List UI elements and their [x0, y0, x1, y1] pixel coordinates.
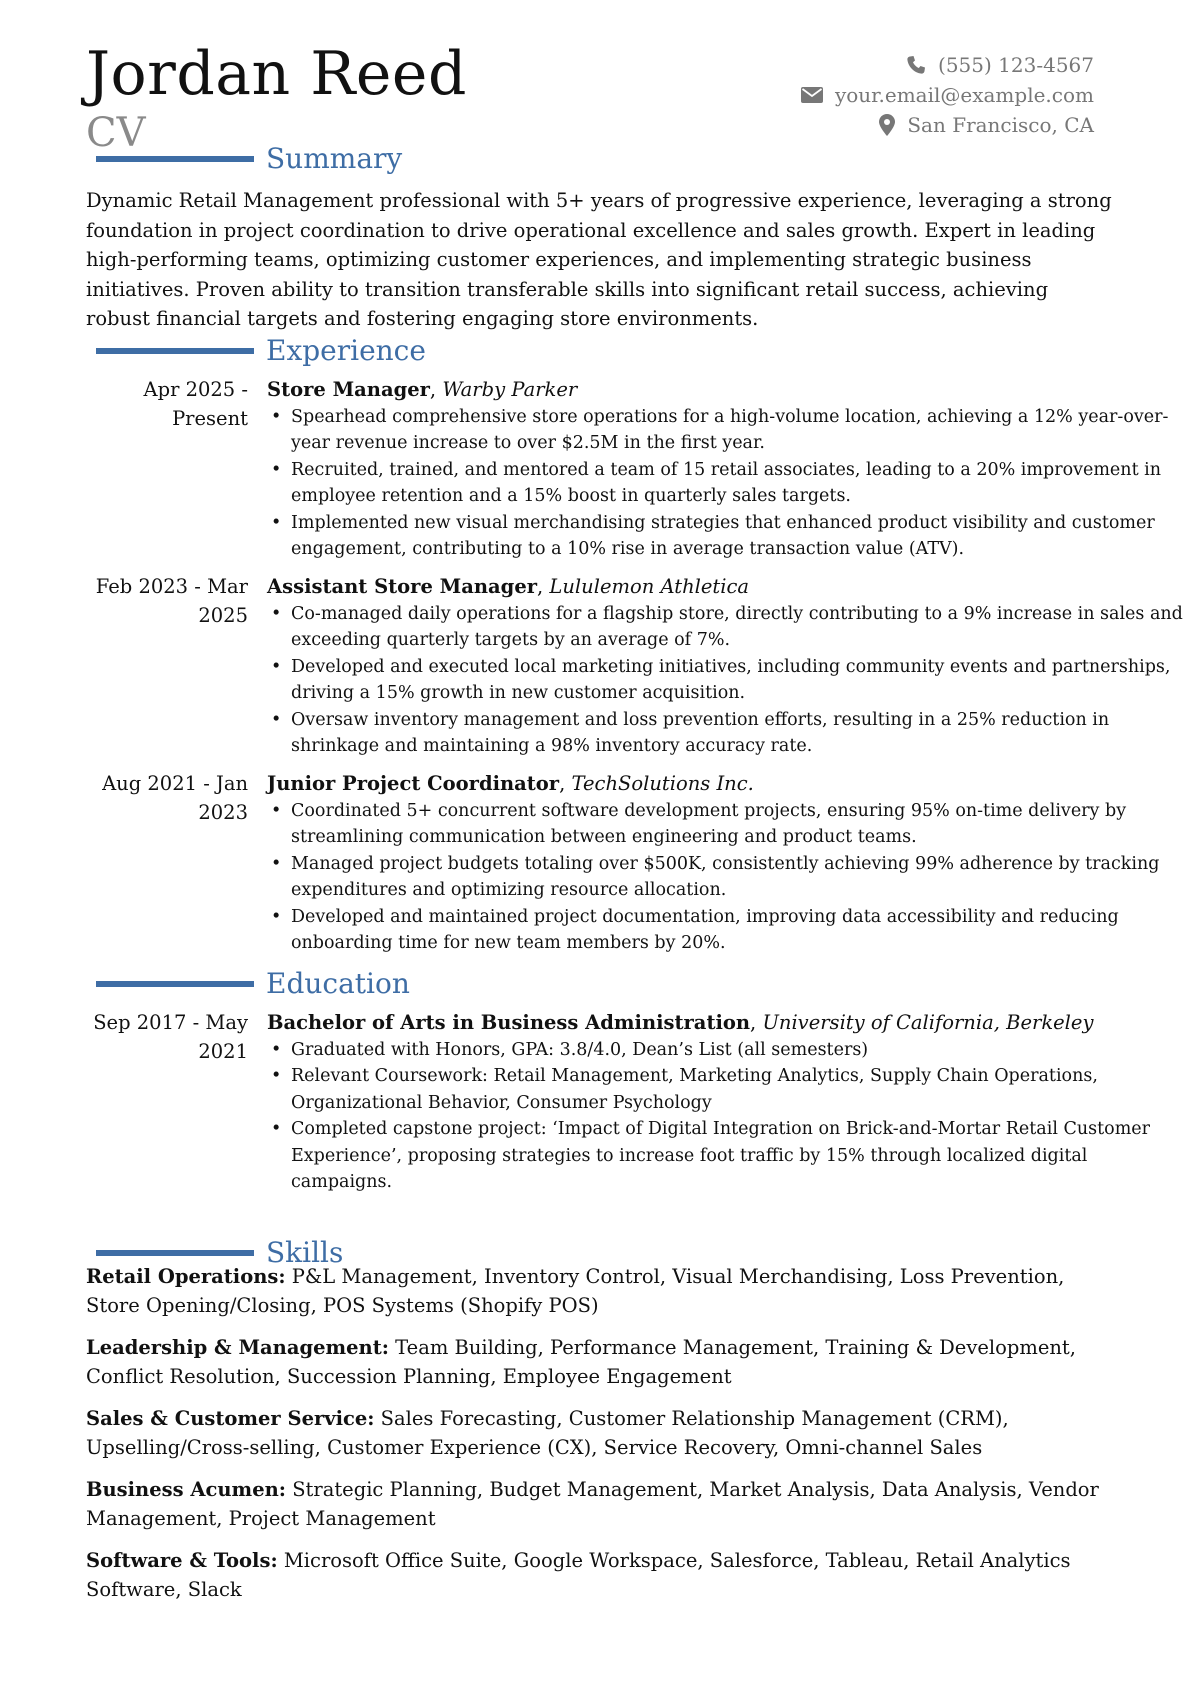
email-address: your.email@example.com — [834, 83, 1094, 107]
job-role: Junior Project Coordinator — [267, 772, 560, 795]
contact-info — [674, 50, 1094, 140]
entry-body — [267, 375, 1190, 562]
skill-group — [86, 1262, 1116, 1320]
bullet-list — [267, 601, 1190, 759]
bullet-list — [267, 798, 1190, 956]
section-rule — [96, 981, 254, 987]
list-item: • Developed and maintained project documentation, improving data accessibility and reducing onboarding time for new team members by 20%. — [267, 904, 1190, 957]
skill-items: Sales Forecasting, Customer Relationship Management (CRM), Upselling/Cross-selling, Customer Experience (CX), Service Recovery, Omni-channel Sales — [86, 1407, 1009, 1459]
entry-body — [267, 572, 1190, 759]
contact-location — [674, 110, 1094, 140]
skill-group — [86, 1475, 1116, 1533]
list-item: • Coordinated 5+ concurrent software development projects, ensuring 95% on-time delivery by streamlining communication between engineering and product teams. — [267, 798, 1190, 851]
entry-date: Sep 2017 - May 2021 — [93, 1011, 248, 1063]
list-item: • Spearhead comprehensive store operations for a high-volume location, achieving a 12% year-over-year revenue increase to over $2.5M in the first year. — [267, 404, 1190, 457]
phone-icon — [906, 55, 926, 75]
skill-group — [86, 1546, 1116, 1604]
map-pin-icon — [879, 114, 895, 136]
envelope-icon — [801, 87, 823, 103]
list-item: • Completed capstone project: ‘Impact of Digital Integration on Brick-and-Mortar Retail Customer Experience’, proposing strategies to increase foot traffic by 15% through localized digital campaigns. — [267, 1116, 1190, 1195]
skill-group — [86, 1404, 1116, 1462]
list-item: • Co-managed daily operations for a flagship store, directly contributing to a 9% increase in sales and exceeding quarterly targets by an average of 7%. — [267, 601, 1190, 654]
contact-phone[interactable] — [674, 50, 1094, 80]
skill-category: Business Acumen: — [86, 1478, 286, 1501]
education-heading — [96, 966, 410, 1002]
experience-title: Experience — [266, 334, 426, 367]
education-title: Education — [266, 967, 410, 1000]
job-org: Lululemon Athletica — [549, 575, 750, 598]
bullet-list — [267, 1037, 1190, 1195]
skill-items: Team Building, Performance Management, Training & Development, Conflict Resolution, Succession Planning, Employee Engagement — [86, 1336, 1076, 1388]
entry-title: Bachelor of Arts in Business Administration, University of California, Berkeley — [267, 1011, 1094, 1034]
skill-group — [86, 1333, 1116, 1391]
list-item: • Developed and executed local marketing initiatives, including community events and partnerships, driving a 15% growth in new customer acquisition. — [267, 654, 1190, 707]
entry-title: Assistant Store Manager, Lululemon Athletica — [267, 575, 750, 598]
entry-date: Apr 2025 - Present — [143, 378, 248, 430]
bullet-list — [267, 404, 1190, 562]
list-item: • Oversaw inventory management and loss prevention efforts, resulting in a 25% reduction in shrinkage and maintaining a 98% inventory accuracy rate. — [267, 707, 1190, 760]
list-item: • Relevant Coursework: Retail Management, Marketing Analytics, Supply Chain Operations, Organizational Behavior, Consumer Psychology — [267, 1063, 1190, 1116]
list-item: • Graduated with Honors, GPA: 3.8/4.0, Dean’s List (all semesters) — [267, 1037, 1190, 1063]
list-item: • Managed project budgets totaling over $500K, consistently achieving 99% adherence by tracking expenditures and optimizing resource allocation. — [267, 851, 1190, 904]
skill-items: Microsoft Office Suite, Google Workspace, Salesforce, Tableau, Retail Analytics Software, Slack — [86, 1549, 1071, 1601]
entry-title: Store Manager, Warby Parker — [267, 378, 578, 401]
skill-category: Software & Tools: — [86, 1549, 278, 1572]
entry-date: Aug 2021 - Jan 2023 — [102, 772, 248, 824]
phone-number: (555) 123-4567 — [938, 53, 1094, 77]
job-role: Assistant Store Manager — [267, 575, 538, 598]
section-rule — [96, 1250, 254, 1256]
skill-category: Retail Operations: — [86, 1265, 286, 1288]
section-rule — [96, 156, 254, 162]
entry-body — [267, 1008, 1190, 1195]
entry-body — [267, 769, 1190, 956]
location: San Francisco, CA — [907, 113, 1094, 137]
document-type: CV — [86, 110, 146, 156]
candidate-name: Jordan Reed — [86, 39, 467, 109]
job-org: Warby Parker — [442, 378, 578, 401]
school: University of California, Berkeley — [762, 1011, 1094, 1034]
summary-title: Summary — [266, 142, 403, 175]
skill-items: Strategic Planning, Budget Management, Market Analysis, Data Analysis, Vendor Management, Project Management — [86, 1478, 1099, 1530]
skill-category: Sales & Customer Service: — [86, 1407, 375, 1430]
job-role: Store Manager — [267, 378, 430, 401]
contact-email[interactable] — [674, 80, 1094, 110]
degree: Bachelor of Arts in Business Administration — [267, 1011, 751, 1034]
skill-items: P&L Management, Inventory Control, Visual Merchandising, Loss Prevention, Store Opening/Closing, POS Systems (Shopify POS) — [86, 1265, 1065, 1317]
entry-title: Junior Project Coordinator, TechSolutions Inc. — [267, 772, 754, 795]
skill-category: Leadership & Management: — [86, 1336, 389, 1359]
summary-heading — [96, 141, 402, 177]
list-item: • Implemented new visual merchandising strategies that enhanced product visibility and customer engagement, contributing to a 10% rise in average transaction value (ATV). — [267, 510, 1190, 563]
entry-date: Feb 2023 - Mar 2025 — [95, 575, 248, 627]
experience-heading — [96, 333, 426, 369]
section-rule — [96, 348, 254, 354]
job-org: TechSolutions Inc. — [571, 772, 754, 795]
summary-text: Dynamic Retail Management professional with 5+ years of progressive experience, leveraging a strong foundation in project coordination to drive operational excellence and sales growth. Expert in leading high-performing teams, optimizing customer experiences, and implementing strategic business initiatives. Proven ability to transition transferable skills into significant retail success, achieving robust financial targets and fostering engaging store environments. — [86, 189, 1112, 331]
skills-title: Skills — [266, 1236, 344, 1269]
list-item: • Recruited, trained, and mentored a team of 15 retail associates, leading to a 20% improvement in employee retention and a 15% boost in quarterly sales targets. — [267, 457, 1190, 510]
